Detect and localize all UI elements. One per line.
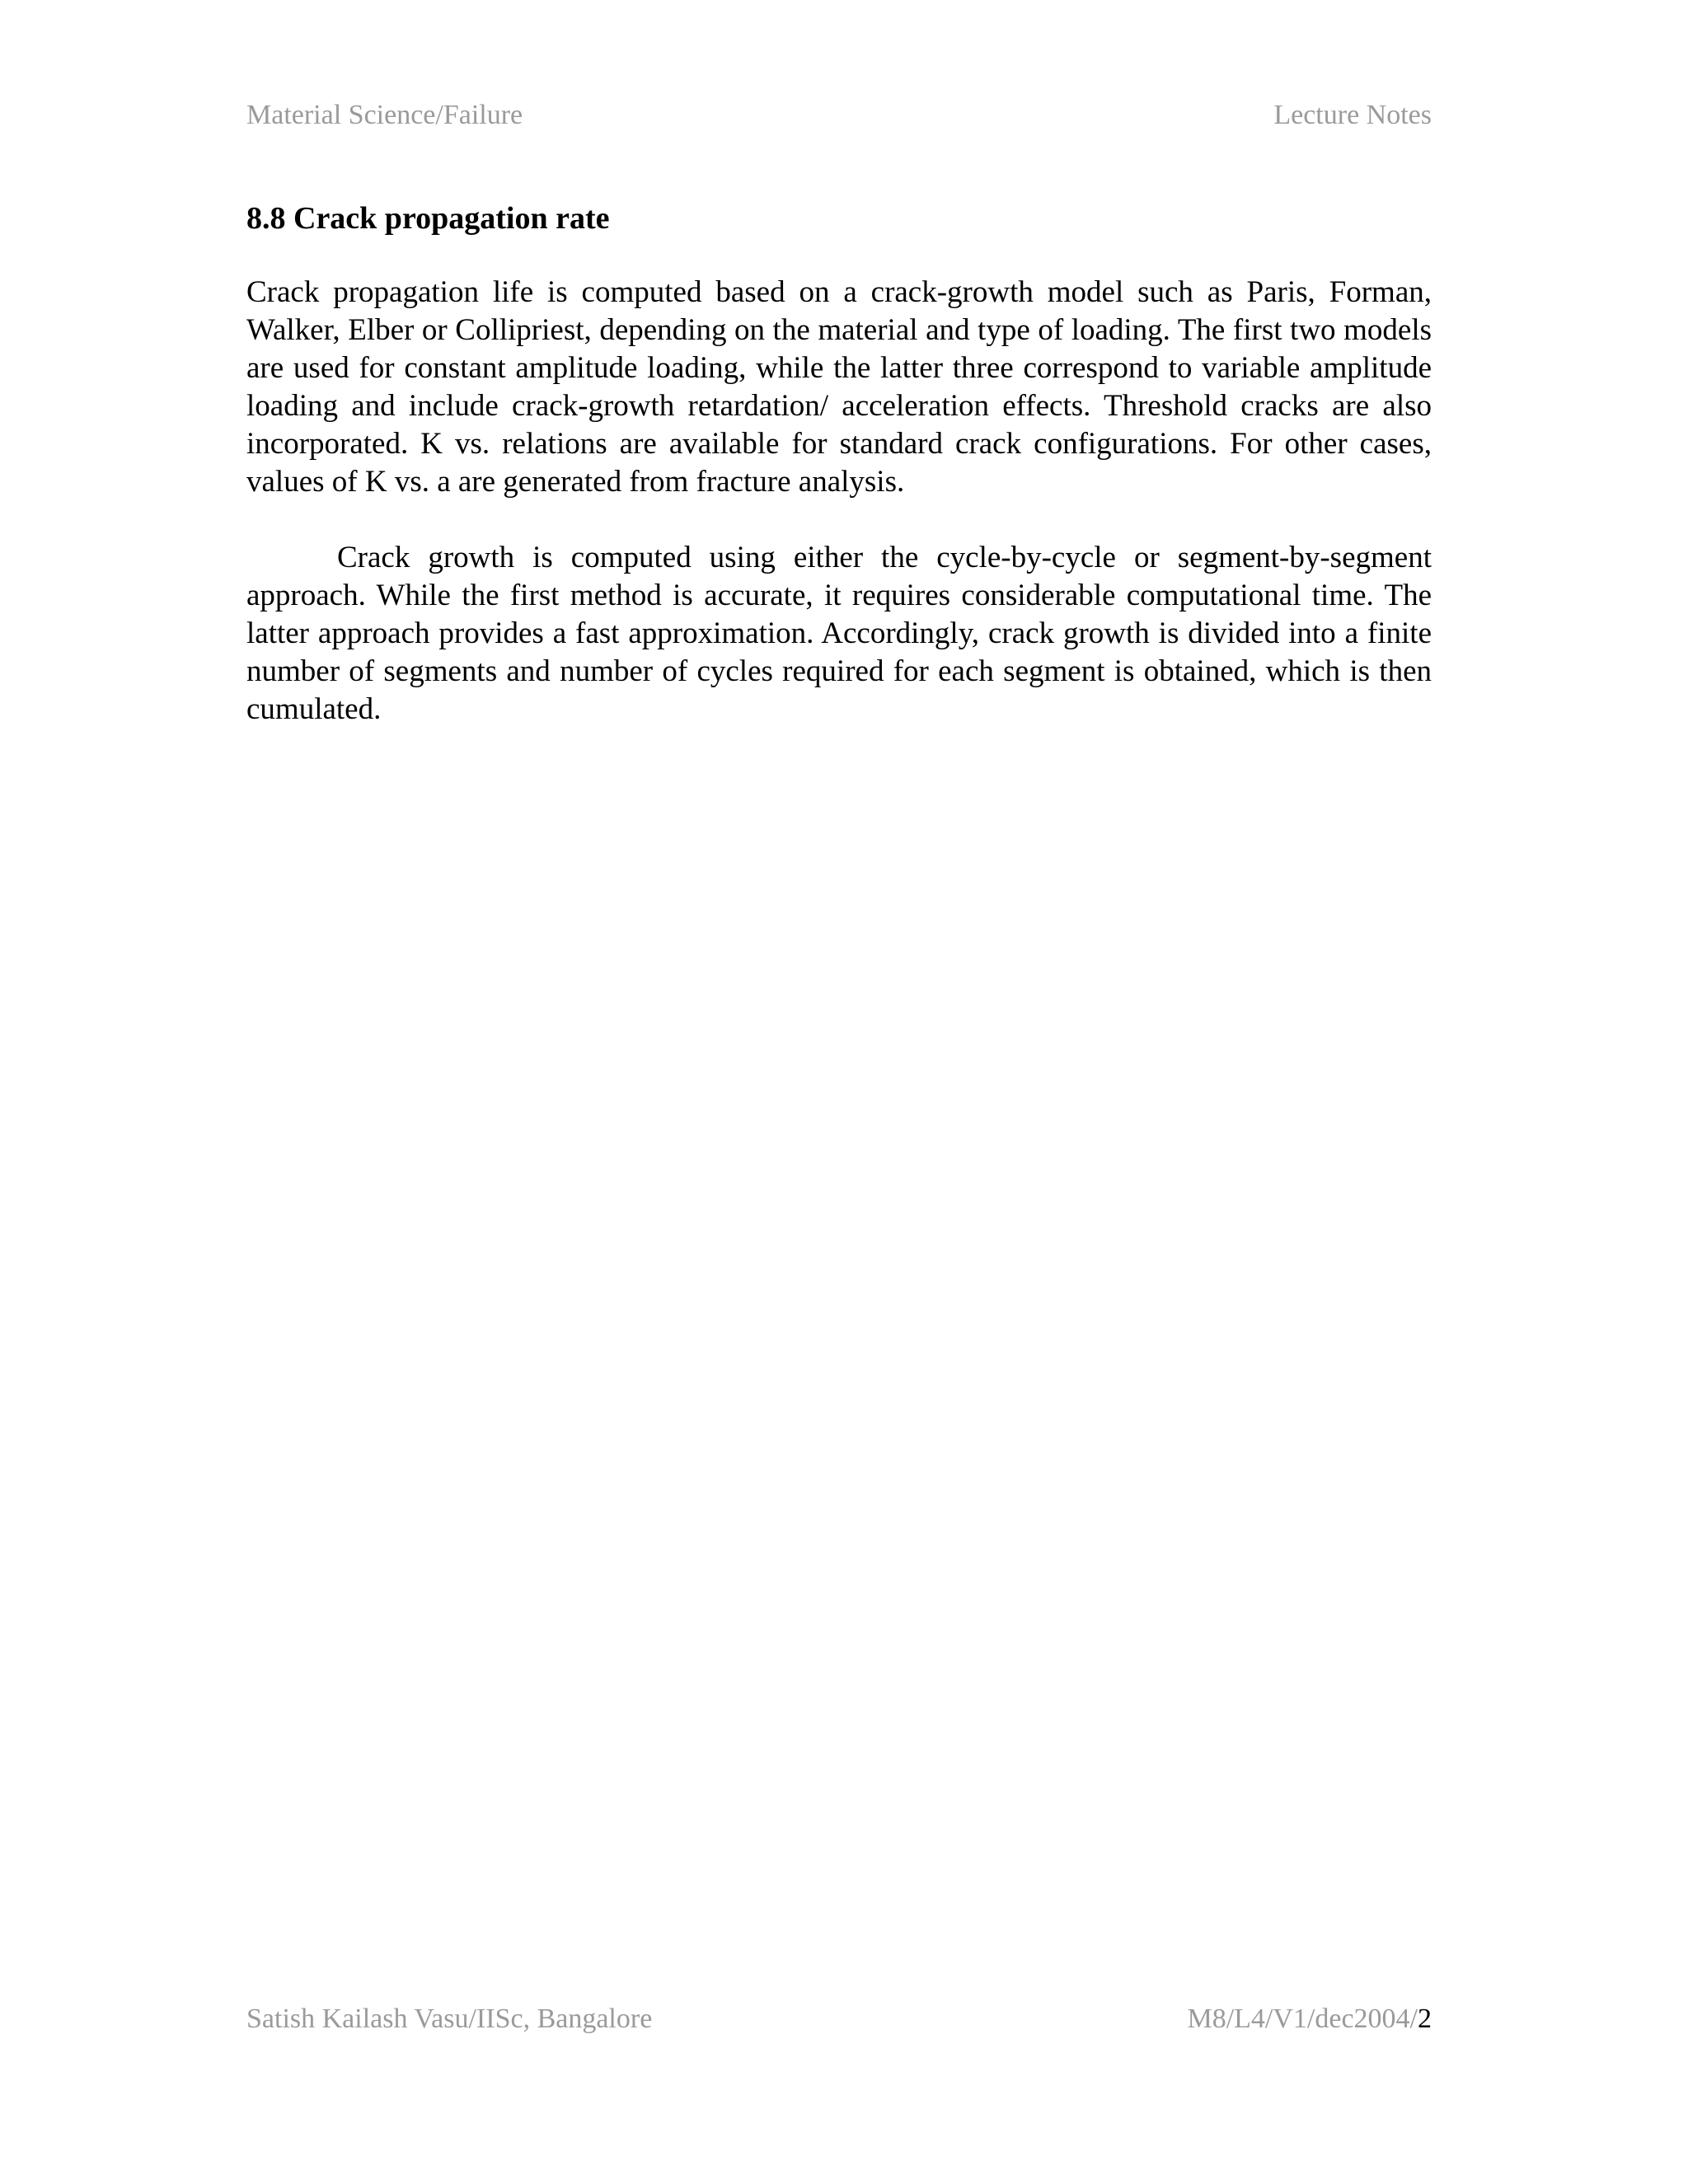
header-doc-type: Lecture Notes (1273, 100, 1432, 130)
body-paragraph-2: Crack growth is computed using either the cycle-by-cycle or segment-by-segment approach. While the first method is accurate, it requires considerable computational time. The latter approach provides a fast approximation. Accordingly, crack growth is divided into a finite number of segments and number of cycles required for each segment is obtained, which is then cumulated. (246, 541, 1432, 726)
footer-doc-code: M8/L4/V1/dec2004/ (1187, 2004, 1418, 2034)
body-paragraph-1: Crack propagation life is computed based on a crack-growth model such as Paris, Forman, Walker, Elber or Collipriest, depending on the material and type of loading. The first two models are used for constant amplitude loading, while the latter three correspond to variable amplitude loading and include crack-growth retardation/ acceleration effects. Threshold cracks are also incorporated. K vs. relations are available for standard crack configurations. For other cases, values of K vs. a are generated from fracture analysis. (246, 275, 1432, 499)
page-header (246, 97, 1432, 134)
footer-author: Satish Kailash Vasu/IISc, Bangalore (246, 2004, 653, 2034)
page-footer (246, 2001, 1432, 2037)
page-number: 2 (1418, 2004, 1432, 2034)
header-course-title: Material Science/Failure (246, 100, 523, 130)
section-heading: 8.8 Crack propagation rate (246, 201, 610, 236)
footer-reference (1187, 2001, 1432, 2037)
